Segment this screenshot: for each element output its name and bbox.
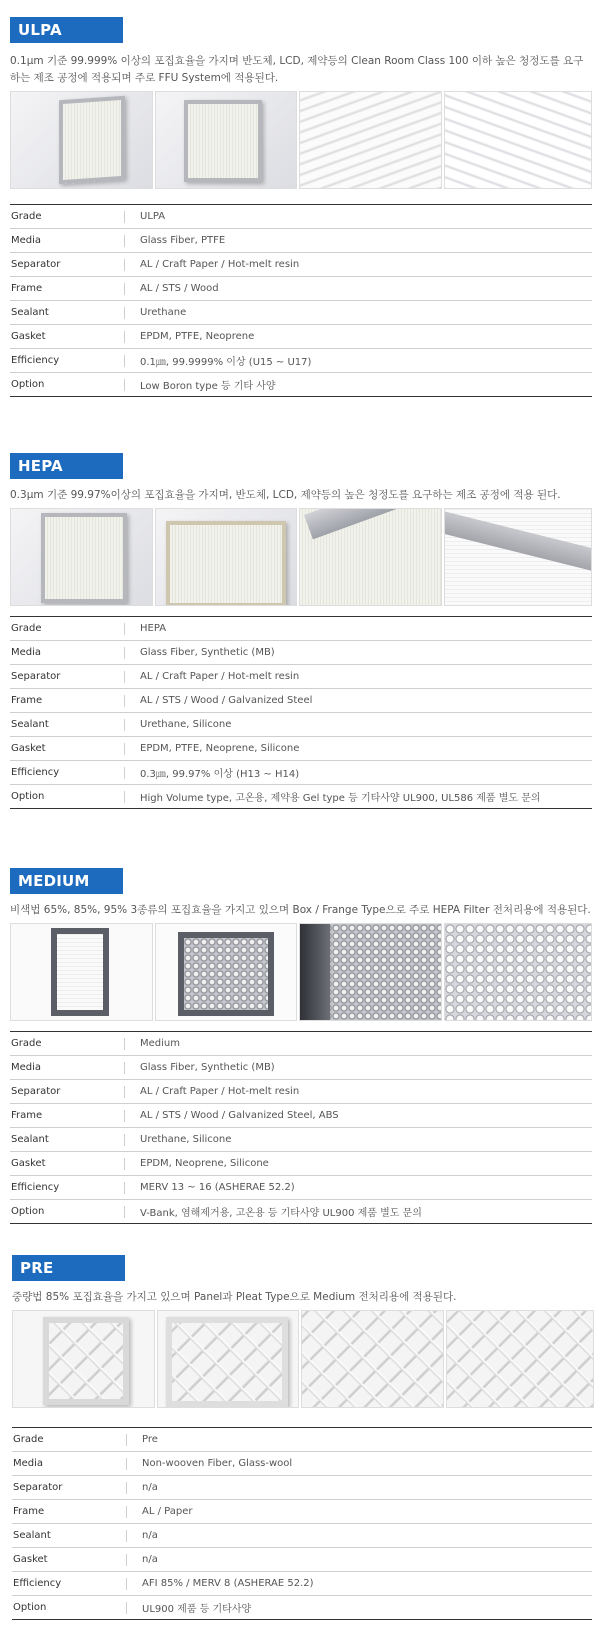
- spec-row: [10, 205, 592, 229]
- media-closeup-photo: [299, 923, 442, 1021]
- media-closeup-photo: [444, 923, 592, 1021]
- media-closeup-photo: [444, 91, 592, 189]
- spec-value: AL / Craft Paper / Hot-melt resin: [140, 671, 300, 682]
- spec-value: Medium: [140, 1038, 180, 1049]
- photo-strip: [12, 1310, 594, 1408]
- section-medium: [10, 868, 592, 1224]
- spec-value: Glass Fiber, PTFE: [140, 235, 226, 246]
- spec-value: Pre: [142, 1434, 158, 1445]
- media-closeup-photo: [299, 508, 442, 606]
- filter-photo: [10, 923, 153, 1021]
- spec-value: AL / Craft Paper / Hot-melt resin: [140, 259, 300, 270]
- section-description: 0.3μm 기준 99.97%이상의 포집효율을 가지며, 반도체, LCD, 제약등의 높은 청정도를 요구하는 제조 공정에 적용 된다.: [10, 489, 561, 501]
- filter-photo: [12, 1310, 155, 1408]
- spec-table: [12, 1427, 592, 1620]
- filter-photo: [155, 923, 298, 1021]
- spec-row: [10, 737, 592, 761]
- spec-key: Efficiency: [10, 355, 125, 367]
- filter-photo: [10, 508, 153, 606]
- spec-key: Media: [12, 1458, 127, 1470]
- spec-row: [10, 617, 592, 641]
- spec-value: AL / Paper: [142, 1506, 193, 1517]
- spec-value: Urethane, Silicone: [140, 1134, 232, 1145]
- section-pre: [12, 1255, 594, 1620]
- photo-strip: [10, 508, 592, 606]
- spec-row: [10, 1200, 592, 1224]
- filter-photo: [157, 1310, 300, 1408]
- section-title: HEPA: [10, 453, 123, 479]
- media-closeup-photo: [444, 508, 592, 606]
- spec-table: [10, 1031, 592, 1224]
- spec-key: Gasket: [10, 1158, 125, 1170]
- spec-row: [10, 229, 592, 253]
- spec-row: [10, 301, 592, 325]
- spec-key: Efficiency: [12, 1578, 127, 1590]
- spec-row: [10, 1176, 592, 1200]
- filter-photo: [155, 508, 298, 606]
- spec-row: [12, 1524, 592, 1548]
- spec-key: Grade: [10, 1038, 125, 1050]
- spec-row: [10, 713, 592, 737]
- spec-key: Frame: [10, 283, 125, 295]
- spec-row: [10, 785, 592, 809]
- spec-value: n/a: [142, 1554, 158, 1565]
- spec-key: Separator: [12, 1482, 127, 1494]
- spec-row: [10, 689, 592, 713]
- spec-key: Separator: [10, 671, 125, 683]
- section-title: ULPA: [10, 17, 123, 43]
- spec-key: Option: [10, 379, 125, 391]
- spec-value: ULPA: [140, 211, 166, 222]
- spec-key: Media: [10, 235, 125, 247]
- spec-row: [10, 641, 592, 665]
- spec-value: n/a: [142, 1530, 158, 1541]
- section-description: 중량법 85% 포집효율을 가지고 있으며 Panel과 Pleat Type으로 Medium 전처리용에 적용된다.: [12, 1291, 457, 1303]
- spec-key: Sealant: [12, 1530, 127, 1542]
- photo-strip: [10, 91, 592, 189]
- spec-row: [12, 1500, 592, 1524]
- spec-key: Media: [10, 1062, 125, 1074]
- spec-row: [10, 325, 592, 349]
- spec-table: [10, 204, 592, 397]
- spec-value: 0.3㎛, 99.97% 이상 (H13 ~ H14): [140, 769, 300, 780]
- spec-key: Gasket: [12, 1554, 127, 1566]
- spec-value: Low Boron type 등 기타 사양: [140, 381, 276, 392]
- spec-value: EPDM, Neoprene, Silicone: [140, 1158, 269, 1169]
- section-hepa: [10, 453, 592, 809]
- spec-row: [10, 665, 592, 689]
- spec-value: EPDM, PTFE, Neoprene, Silicone: [140, 743, 300, 754]
- spec-value: AL / STS / Wood / Galvanized Steel: [140, 695, 313, 706]
- spec-row: [12, 1548, 592, 1572]
- spec-value: AFI 85% / MERV 8 (ASHERAE 52.2): [142, 1578, 314, 1589]
- spec-key: Option: [10, 791, 125, 803]
- media-closeup-photo: [446, 1310, 594, 1408]
- spec-value: V-Bank, 염해제거용, 고온용 등 기타사양 UL900 제품 별도 문의: [140, 1208, 422, 1219]
- section-title: MEDIUM: [10, 868, 123, 894]
- spec-row: [10, 1032, 592, 1056]
- spec-value: Glass Fiber, Synthetic (MB): [140, 1062, 275, 1073]
- spec-row: [10, 1152, 592, 1176]
- spec-row: [10, 253, 592, 277]
- spec-row: [12, 1452, 592, 1476]
- media-closeup-photo: [299, 91, 442, 189]
- spec-key: Media: [10, 647, 125, 659]
- spec-key: Grade: [12, 1434, 127, 1446]
- spec-value: Urethane: [140, 307, 187, 318]
- spec-row: [12, 1428, 592, 1452]
- spec-row: [10, 373, 592, 397]
- spec-key: Sealant: [10, 1134, 125, 1146]
- spec-key: Option: [10, 1206, 125, 1218]
- spec-key: Separator: [10, 259, 125, 271]
- spec-value: 0.1㎛, 99.9999% 이상 (U15 ~ U17): [140, 357, 312, 368]
- spec-value: UL900 제품 등 기타사양: [142, 1604, 252, 1615]
- spec-value: High Volume type, 고온용, 제약용 Gel type 등 기타사양 UL900, UL586 제품 별도 문의: [140, 793, 541, 804]
- spec-key: Gasket: [10, 331, 125, 343]
- spec-value: AL / STS / Wood: [140, 283, 219, 294]
- spec-row: [12, 1596, 592, 1620]
- spec-table: [10, 616, 592, 809]
- spec-value: Urethane, Silicone: [140, 719, 232, 730]
- filter-photo: [155, 91, 298, 189]
- spec-row: [10, 277, 592, 301]
- section-description: 비색법 65%, 85%, 95% 3종류의 포집효율을 가지고 있으며 Box / Frange Type으로 주로 HEPA Filter 전처리용에 적용된다.: [10, 904, 591, 916]
- spec-value: MERV 13 ~ 16 (ASHERAE 52.2): [140, 1182, 295, 1193]
- spec-row: [10, 1128, 592, 1152]
- spec-key: Frame: [10, 695, 125, 707]
- spec-value: HEPA: [140, 623, 167, 634]
- media-closeup-photo: [301, 1310, 444, 1408]
- spec-value: EPDM, PTFE, Neoprene: [140, 331, 255, 342]
- spec-value: Non-wooven Fiber, Glass-wool: [142, 1458, 293, 1469]
- spec-row: [10, 1080, 592, 1104]
- section-description: 0.1μm 기준 99.999% 이상의 포집효율을 가지며 반도체, LCD, 제약등의 Clean Room Class 100 이하 높은 청정도를 요구하는 제조 공정에 적용되며 주로 FFU System에 적용된다.: [10, 55, 584, 84]
- spec-value: Glass Fiber, Synthetic (MB): [140, 647, 275, 658]
- spec-key: Sealant: [10, 307, 125, 319]
- spec-key: Option: [12, 1602, 127, 1614]
- spec-key: Efficiency: [10, 1182, 125, 1194]
- spec-row: [10, 1104, 592, 1128]
- filter-photo: [10, 91, 153, 189]
- spec-key: Separator: [10, 1086, 125, 1098]
- photo-strip: [10, 923, 592, 1021]
- spec-key: Efficiency: [10, 767, 125, 779]
- spec-key: Frame: [12, 1506, 127, 1518]
- spec-row: [12, 1572, 592, 1596]
- spec-key: Grade: [10, 211, 125, 223]
- section-title: PRE: [12, 1255, 125, 1281]
- spec-row: [10, 349, 592, 373]
- spec-key: Grade: [10, 623, 125, 635]
- spec-row: [10, 1056, 592, 1080]
- spec-row: [12, 1476, 592, 1500]
- spec-value: AL / STS / Wood / Galvanized Steel, ABS: [140, 1110, 339, 1121]
- section-ulpa: [10, 17, 592, 397]
- spec-value: n/a: [142, 1482, 158, 1493]
- spec-value: AL / Craft Paper / Hot-melt resin: [140, 1086, 300, 1097]
- spec-key: Frame: [10, 1110, 125, 1122]
- spec-key: Sealant: [10, 719, 125, 731]
- spec-row: [10, 761, 592, 785]
- spec-key: Gasket: [10, 743, 125, 755]
